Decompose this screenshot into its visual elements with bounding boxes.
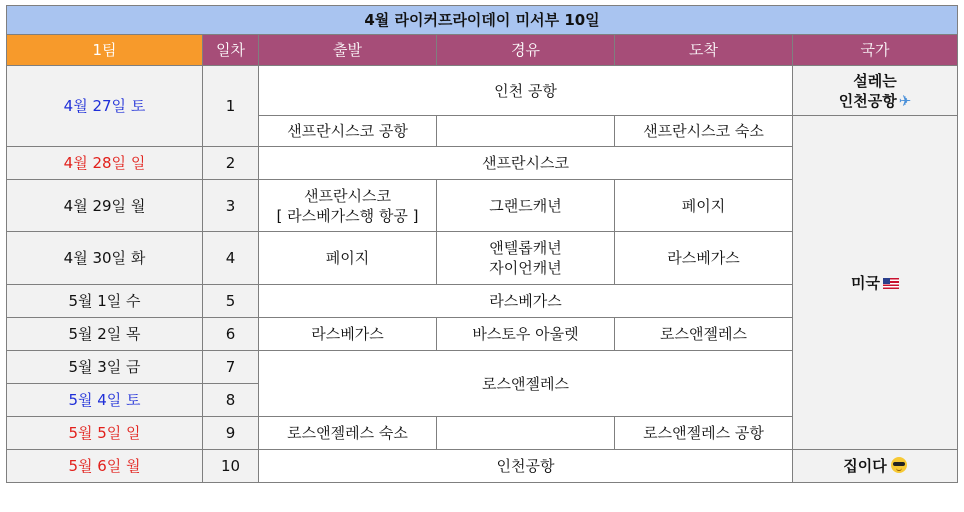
arrival-cell: 로스앤젤레스 공항: [615, 417, 793, 450]
country-label: 미국: [851, 273, 880, 292]
header-departure: 출발: [259, 35, 437, 66]
departure-line: [ 라스베가스행 항공 ]: [276, 206, 419, 225]
day-number: 5: [203, 285, 259, 318]
airplane-icon: ✈: [898, 91, 912, 110]
country-line-text: 인천공항: [838, 91, 897, 110]
route-cell: 인천공항: [259, 450, 793, 483]
day-number: 9: [203, 417, 259, 450]
route-cell: 라스베가스: [259, 285, 793, 318]
route-cell: 로스앤젤레스: [259, 351, 793, 417]
date-cell: 5월 6일 월: [7, 450, 203, 483]
us-flag-icon: [883, 278, 899, 289]
date-cell: 4월 29일 월: [7, 180, 203, 232]
arrival-cell: 페이지: [615, 180, 793, 232]
departure-cell: 페이지: [259, 232, 437, 285]
itinerary-table: [6, 5, 958, 483]
via-line: 앤텔롭캐년: [489, 239, 562, 257]
date-cell: 5월 3일 금: [7, 351, 203, 384]
table-title: 4월 라이커프라이데이 미서부 10일: [7, 6, 958, 35]
header-arrival: 도착: [615, 35, 793, 66]
date-cell: 5월 5일 일: [7, 417, 203, 450]
arrival-cell: 라스베가스: [615, 232, 793, 285]
country-cell: [793, 66, 958, 116]
departure-cell: 로스앤젤레스 숙소: [259, 417, 437, 450]
country-line: 설레는: [853, 71, 897, 90]
via-cell: [437, 417, 615, 450]
date-cell: 4월 27일 토: [7, 66, 203, 147]
day-number: 7: [203, 351, 259, 384]
via-line: 자이언캐년: [489, 259, 562, 277]
day-number: 1: [203, 66, 259, 147]
day-number: 3: [203, 180, 259, 232]
day-number: 8: [203, 384, 259, 417]
header-day: 일차: [203, 35, 259, 66]
header-via: 경유: [437, 35, 615, 66]
via-cell: 그랜드캐년: [437, 180, 615, 232]
departure-cell: [259, 180, 437, 232]
country-cell: [793, 450, 958, 483]
route-cell: 샌프란시스코: [259, 147, 793, 180]
day-number: 2: [203, 147, 259, 180]
via-cell: 바스토우 아울렛: [437, 318, 615, 351]
country-label: 집이다: [843, 457, 887, 475]
via-cell: [437, 116, 615, 147]
day-number: 4: [203, 232, 259, 285]
arrival-cell: 로스앤젤레스: [615, 318, 793, 351]
country-line: [793, 91, 957, 111]
departure-cell: 샌프란시스코 공항: [259, 116, 437, 147]
header-team: 1팀: [7, 35, 203, 66]
day-number: 10: [203, 450, 259, 483]
country-cell-usa: [793, 116, 958, 450]
departure-line: 샌프란시스코: [304, 186, 391, 205]
departure-cell: 라스베가스: [259, 318, 437, 351]
date-cell: 5월 4일 토: [7, 384, 203, 417]
date-cell: 5월 1일 수: [7, 285, 203, 318]
date-cell: 5월 2일 목: [7, 318, 203, 351]
date-cell: 4월 30일 화: [7, 232, 203, 285]
via-cell: [437, 232, 615, 285]
route-cell: 인천 공항: [259, 66, 793, 116]
header-country: 국가: [793, 35, 958, 66]
date-cell: 4월 28일 일: [7, 147, 203, 180]
sunglasses-face-icon: [891, 457, 907, 473]
day-number: 6: [203, 318, 259, 351]
arrival-cell: 샌프란시스코 숙소: [615, 116, 793, 147]
